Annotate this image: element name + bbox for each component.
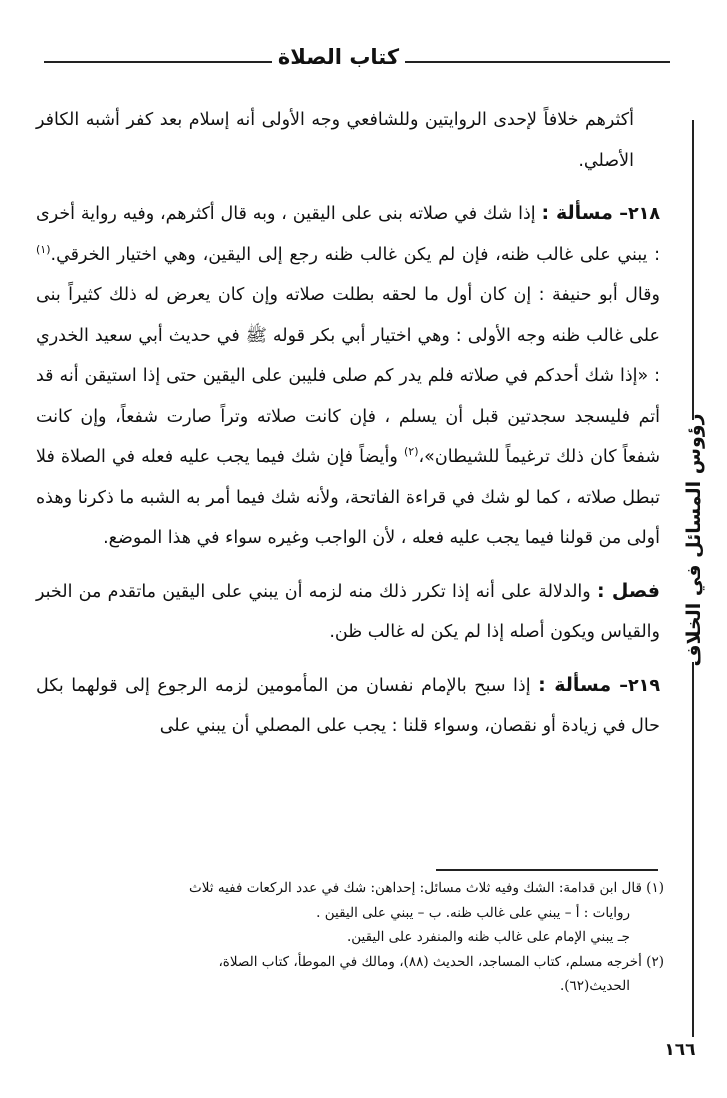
masala-number: ٢١٨: [627, 204, 660, 224]
masala-keyword: مسألة :: [538, 673, 612, 696]
masala-text-b: وقال أبو حنيفة : إن كان أول ما لحقه بطلت صلاته وإن كان يعرض له ذلك كثيراً بنى على غالب ظنه وجه الأولى : وهي اختيار أبي بكر قوله ﷺ في حديث أبي سعيد الخدري : «إذا شك أحدكم في صلاته فلم يدر كم صلى فليبن على اليقين حتى إذا استيقن أنه قد أتم فليسجد سجدتين قبل أن يسلم ، فإن كانت صلاته وتراً صارت شفعاً، وإن كانت شفعاً كان ذلك ترغيماً للشيطان»،: [36, 285, 660, 467]
footnote-2-line-2: الحديث(٦٢).: [559, 978, 630, 994]
fasl-text: والدلالة على أنه إذا تكرر ذلك منه لزمه أن يبني على اليقين ماتقدم من الخبر والقياس ويكون أصله إذا لم يكن له غالب ظن.: [36, 581, 660, 642]
header-rule-left: [44, 61, 272, 63]
footnote-ref-1[interactable]: (١): [36, 242, 51, 256]
masala-dash: –: [612, 204, 628, 224]
masala-218: [36, 193, 660, 559]
masala-dash: –: [611, 675, 628, 696]
masala-number: ٢١٩: [627, 675, 660, 696]
footnote-separator: [436, 869, 658, 871]
footnote-2: (٢) أخرجه مسلم، كتاب المساجد، الحديث (٨٨)، ومالك في الموطأ، كتاب الصلاة،: [218, 953, 664, 970]
footnote-ref-2[interactable]: (٢): [403, 445, 419, 459]
header-rule-right: [405, 61, 670, 63]
footnote-1-line-2: روايات : أ – يبني على غالب ظنه. ب – يبني على اليقين .: [316, 904, 630, 921]
running-header-title: كتاب الصلاة: [277, 45, 400, 69]
side-rule-top: [692, 120, 694, 420]
masala-keyword: مسألة :: [541, 202, 613, 224]
paragraph-text: أكثرهم خلافاً لإحدى الروايتين وللشافعي وجه الأولى أنه إسلام بعد كفر أشبه الكافر الأصلي.: [36, 110, 634, 171]
main-text: [36, 100, 660, 747]
masala-text: إذا سبح بالإمام نفسان من المأمومين لزمه الرجوع إلى قولهما بكل حال في زيادة أو نقصان، وسواء قلنا : يجب على المصلي أن يبني على: [36, 675, 660, 736]
paragraph-continuation: [36, 100, 660, 181]
footnote-1-line-3: جـ يبني الإمام على غالب ظنه والمنفرد على اليقين.: [346, 929, 630, 945]
masala-text-c: وأيضاً فإن شك فيما يجب عليه فعله في الصلاة فلا تبطل صلاته ، كما لو شك في قراءة الفاتحة، ولأنه شك فيما أمر به الشبه ما ذكرنا وهذه أولى من قولنا فيما يجب عليه فعله ، لأن الواجب وغيره سواء في هذا الموضع.: [36, 447, 660, 548]
fasl-section: [36, 571, 660, 653]
footnotes: [38, 876, 664, 999]
side-running-title: رؤوس المسائل في الخلاف: [683, 413, 705, 667]
page-number: ١٦٦: [664, 1040, 696, 1060]
fasl-keyword: فصل :: [596, 579, 660, 602]
footnote-1: (١) قال ابن قدامة: الشك وفيه ثلاث مسائل: إحداهن: شك في عدد الركعات ففيه ثلاث: [189, 880, 664, 896]
masala-219: [36, 665, 660, 747]
side-rule-bottom: [692, 662, 694, 1037]
masala-text-a: إذا شك في صلاته بنى على اليقين ، وبه قال أكثرهم، وفيه رواية أخرى : يبني على غالب ظنه، فإن لم يكن غالب ظنه رجع إلى اليقين، وهي اختيار الخرقي.: [36, 204, 660, 265]
